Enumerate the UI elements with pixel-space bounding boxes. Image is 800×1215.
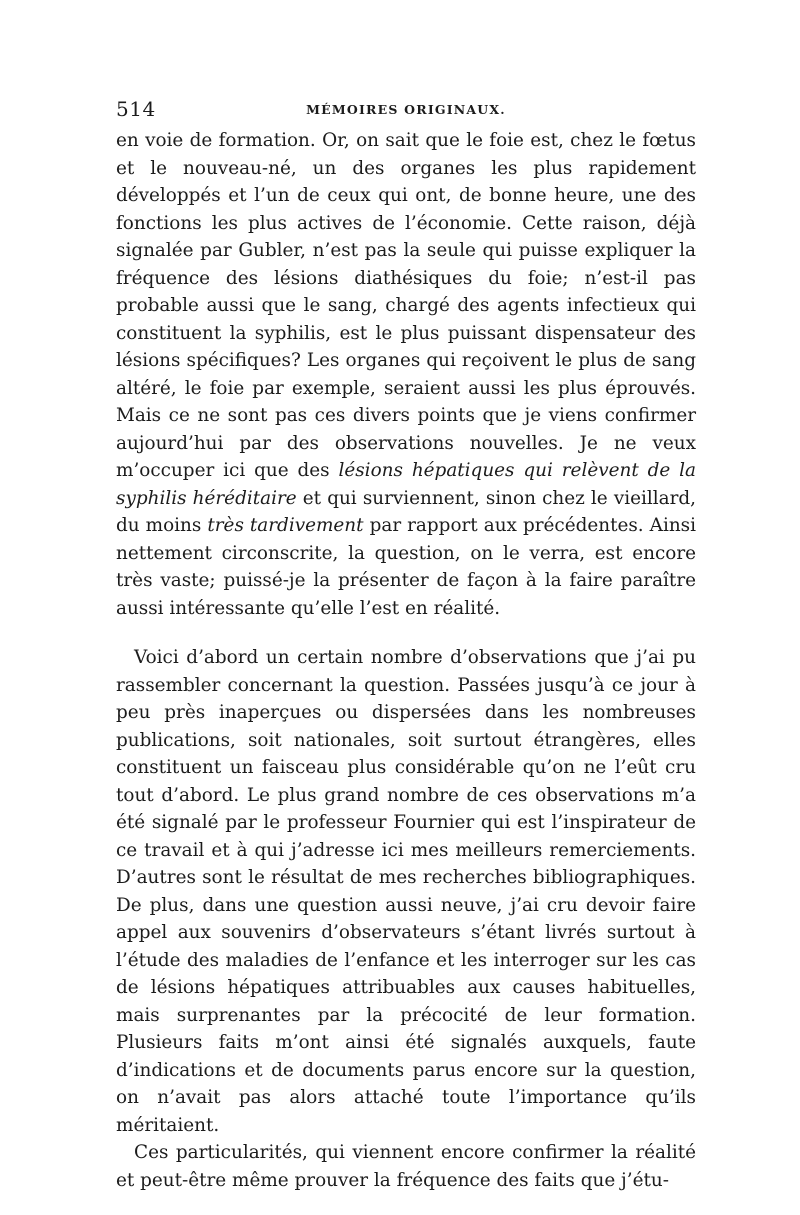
page-number: 514 — [116, 97, 156, 121]
page-header — [116, 97, 696, 121]
paragraph-text: par rapport aux précédentes. Ainsi nettement circonscrite, la question, on le verra, est encore très vaste; puissé-je la présenter de façon à la faire paraître aussi intéressante qu’elle l’est en réalité. — [116, 515, 697, 619]
paragraph-text: et qui surviennent, sinon chez le vieillard, du moins — [116, 487, 697, 536]
italic-phrase: lésions hépatiques qui relèvent de la syphilis héréditaire — [116, 460, 697, 509]
paragraph: Ces particularités, qui viennent encore confirmer la réalité et peut-être même prouver la fréquence des faits que j’étu- — [116, 1142, 696, 1191]
paragraph: Voici d’abord un certain nombre d’observations que j’ai pu rassembler concernant la question. Passées jusqu’à ce jour à peu près inaperçues ou dispersées dans les nombreuses publications, soit nationales, soit surtout étrangères, elles constituent un faisceau plus considérable qu’on ne l’eût cru tout d’abord. Le plus grand nombre de ces observations m’a été signalé par le professeur Fournier qui est l’inspirateur de ce travail et à qui j’adresse ici mes meilleurs remerciements. D’autres sont le résultat de mes recherches bibliographiques. De plus, dans une question aussi neuve, j’ai cru devoir faire appel aux souvenirs d’observateurs s’étant livrés surtout à l’étude des maladies de l’enfance et les interroger sur les cas de lésions hépatiques attribuables aux causes habituelles, mais surprenantes par la précocité de leur formation. Plusieurs faits m’ont ainsi été signalés auxquels, faute d’indications et de documents parus encore sur la question, on n’avait pas alors attaché toute l’importance qu’ils méritaient. — [116, 647, 696, 1136]
running-title: MÉMOIRES ORIGINAUX. — [306, 102, 506, 117]
section-gap — [116, 622, 696, 644]
paragraph-continuation — [116, 127, 696, 622]
paragraph-text: en voie de formation. Or, on sait que le foie est, chez le fœtus et le nouveau-né, un des organes les plus rapidement développés et l’un de ceux qui ont, de bonne heure, une des fonctions les plus actives de l’économie. Cette raison, déjà signalée par Gubler, n’est pas la seule qui puisse expliquer la fréquence des lésions diathésiques du foie; n’est-il pas probable aussi que le sang, chargé des agents infectieux qui constituent la syphilis, est le plus puissant dispensateur des lésions spécifiques? Les organes qui reçoivent le plus de sang altéré, le foie par exemple, seraient aussi les plus éprouvés. Mais ce ne sont pas ces divers points que je viens confirmer aujourd’hui par des observations nouvelles. Je ne veux m’occuper ici que des — [116, 130, 696, 481]
italic-phrase: très tardivement — [207, 515, 364, 536]
book-page — [116, 97, 696, 1194]
